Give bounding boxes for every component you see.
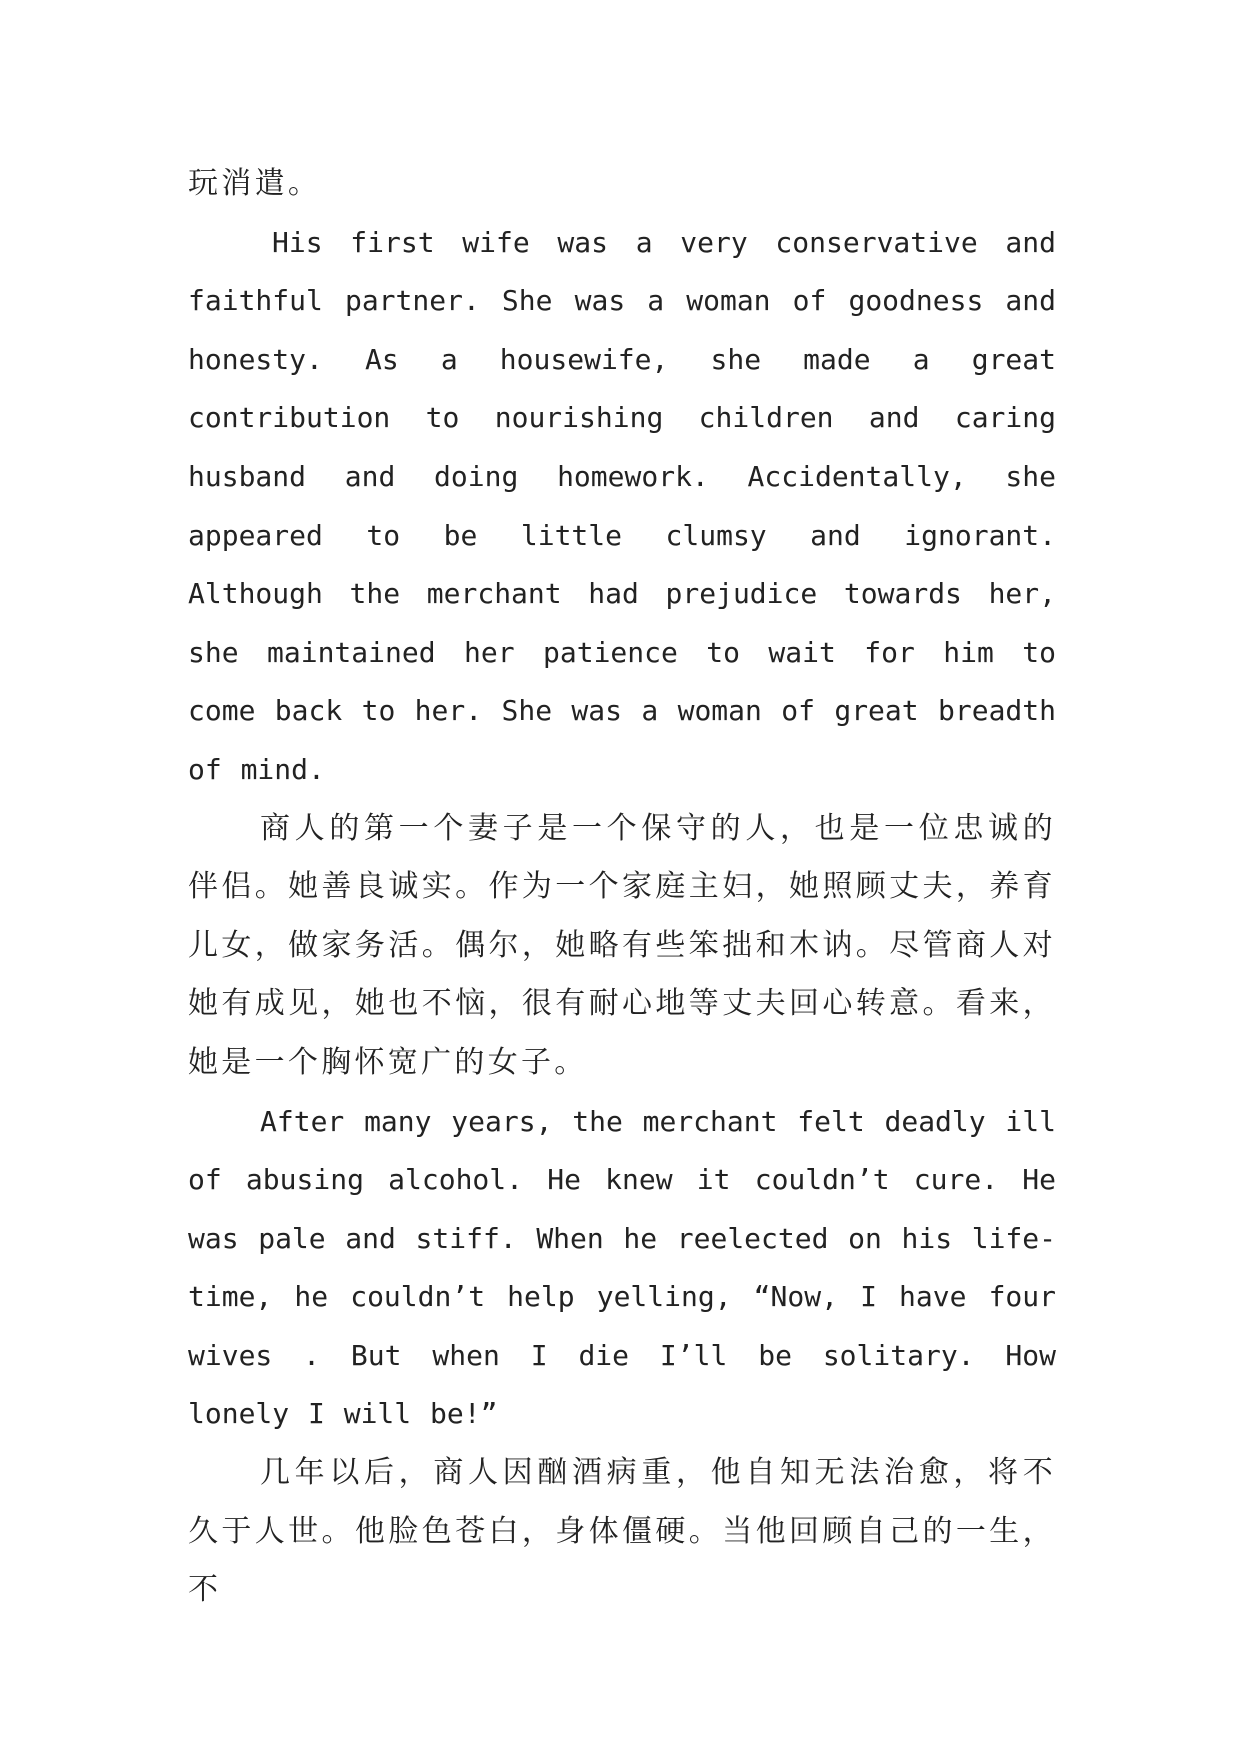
paragraph-5-chinese-merchant-ill: 几年以后，商人因酗酒病重，他自知无法治愈，将不久于人世。他脸色苍白，身体僵硬。当他回顾自己的一生，不 [188, 1455, 1056, 1608]
paragraph-4-english-merchant-ill: After many years, the merchant felt deadly ill of abusing alcohol. He knew it couldn’t cure. He was pale and stiff. When he reelected on his life-time, he couldn’t help yelling, “Now, I have four wives . But when I die I’ll be solitary. How lonely I will be!” [188, 1104, 1056, 1431]
paragraph-1-chinese-ending: 玩消遣。 [188, 166, 322, 201]
paragraph-3-chinese-first-wife: 商人的第一个妻子是一个保守的人，也是一位忠诚的伴侣。她善良诚实。作为一个家庭主妇，她照顾丈夫，养育儿女，做家务活。偶尔，她略有些笨拙和木讷。尽管商人对她有成见，她也不恼，很有耐心地等丈夫回心转意。看来，她是一个胸怀宽广的女子。 [188, 810, 1056, 1080]
document-page [188, 155, 1056, 1620]
paragraph-2-english-first-wife: His first wife was a very conservative and faithful partner. She was a woman of goodness and honesty. As a housewife, she made a great contribution to nourishing children and caring husband and doing homework. Accidentally, she appeared to be little clumsy and ignorant. Although the merchant had prejudice towards her, she maintained her patience to wait for him to come back to her. She was a woman of great breadth of mind. [188, 225, 1056, 786]
